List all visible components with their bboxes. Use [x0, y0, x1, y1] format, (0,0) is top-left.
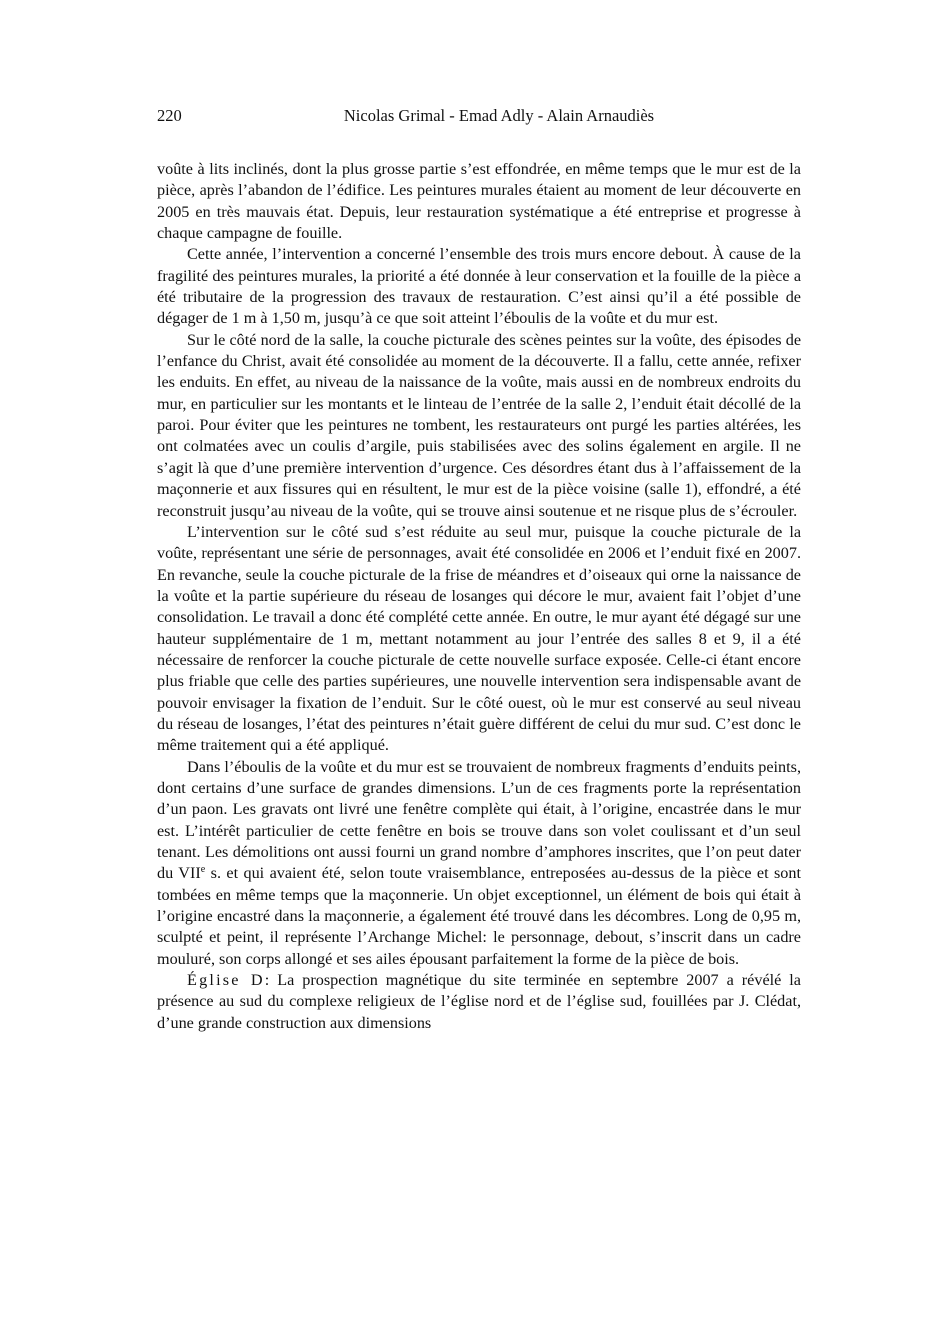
running-head	[157, 104, 801, 128]
running-head-authors: Nicolas Grimal - Emad Adly - Alain Arnaudiès	[343, 106, 655, 125]
paragraph-text: s. et qui avaient été, selon toute vraisemblance, entreposées au-dessus de la pièce et sont tombées en même temps que la maçonnerie. Un objet exceptionnel, un élément de bois qui était à l’origine encastré dans la maçonnerie, a également été trouvé dans les décombres. Long de 0,95 m, sculpté et peint, il représente l’Archange Michel: le personnage, debout, s’inscrit dans un cadre mouluré, son corps allongé et ses ailes épousant parfaitement la forme de la pièce de bois.	[157, 864, 801, 968]
page-number: 220	[157, 106, 182, 125]
paragraph-debris-finds	[157, 757, 801, 970]
paragraph-south-side: L’intervention sur le côté sud s’est réduite au seul mur, puisque la couche picturale de la voûte, représentant une série de personnages, avait été consolidée en 2006 et l’enduit fixé en 2007. En revanche, seule la couche picturale de la frise de méandres et d’oiseaux qui orne la naissance de la voûte et la partie supérieure du réseau de losanges qui décore le mur, avaient fait l’objet d’une consolidation. Le travail a donc été complété cette année. En outre, le mur ayant été dégagé sur une hauteur supplémentaire de 1 m, mettant notamment au jour l’entrée des salles 8 et 9, il a été nécessaire de renforcer la couche picturale de cette nouvelle surface exposée. Celle-ci étant encore plus friable que celle des parties supérieures, une nouvelle intervention sera indispensable avant de pouvoir envisager la fixation de l’enduit. Sur le côté ouest, où le mur est conservé au seul niveau du réseau de losanges, l’état des peintures n’était guère différent de celui du mur sud. C’est donc le même traitement qui a été appliqué.	[157, 522, 801, 755]
section-lead: Église D	[187, 971, 265, 990]
paragraph-vault-intro: voûte à lits inclinés, dont la plus grosse partie s’est effondrée, en même temps que le mur est de la pièce, après l’abandon de l’édifice. Les peintures murales étaient au moment de leur découverte en 2005 en très mauvais état. Depuis, leur restauration systématique a été entreprise et progresse à chaque campagne de fouille.	[157, 160, 801, 243]
superscript: e	[200, 864, 206, 876]
paragraph-north-side: Sur le côté nord de la salle, la couche picturale des scènes peintes sur la voûte, des épisodes de l’enfance du Christ, avait été consolidée au moment de la découverte. Il a fallu, cette année, refixer les enduits. En effet, au niveau de la naissance de la voûte, mais aussi en de nombreux endroits du mur, en particulier sur les montants et le linteau de l’entrée de la salle 2, l’enduit était décollé de la paroi. Pour éviter que les peintures ne tombent, les restaurateurs ont purgé les parties altérées, les ont colmatées avec un coulis d’argile, puis stabilisées avec des solins également en argile. Il ne s’agit là que d’une première intervention d’urgence. Ces désordres étant dus à l’affaissement de la maçonnerie et aux fissures qui en résultent, le mur est de la pièce voisine (salle 1), effondré, a été reconstruit jusqu’au niveau de la voûte, qui se trouve ainsi soutenue et ne risque plus de s’écrouler.	[157, 330, 801, 520]
paragraph-text: : La prospection magnétique du site terminée en septembre 2007 a révélé la présence au sud du complexe religieux de l’église nord et de l’église sud, fouillées par J. Clédat, d’une grande construction aux dimensions	[157, 971, 801, 1032]
paragraph-this-year: Cette année, l’intervention a concerné l’ensemble des trois murs encore debout. À cause de la fragilité des peintures murales, la priorité a été donnée à leur conservation et la fouille de la pièce a été tributaire de la progression des travaux de restauration. C’est ainsi qu’il a été possible de dégager de 1 m à 1,50 m, jusqu’à ce que soit atteint l’éboulis de la voûte et du mur est.	[157, 245, 801, 328]
body-text	[157, 159, 801, 1034]
paragraph-church-d	[157, 970, 801, 1034]
paragraph-text: Dans l’éboulis de la voûte et du mur est se trouvaient de nombreux fragments d’enduits peints, dont certains d’une surface de grandes dimensions. L’un de ces fragments porte la représentation d’un paon. Les gravats ont livré une fenêtre complète qui était, à l’origine, encastrée dans le mur est. L’intérêt particulier de cette fenêtre en bois se trouve dans son volet coulissant et d’un seul tenant. Les démolitions ont aussi fourni un grand nombre d’amphores inscrites, que l’on peut dater du VII	[157, 757, 801, 883]
